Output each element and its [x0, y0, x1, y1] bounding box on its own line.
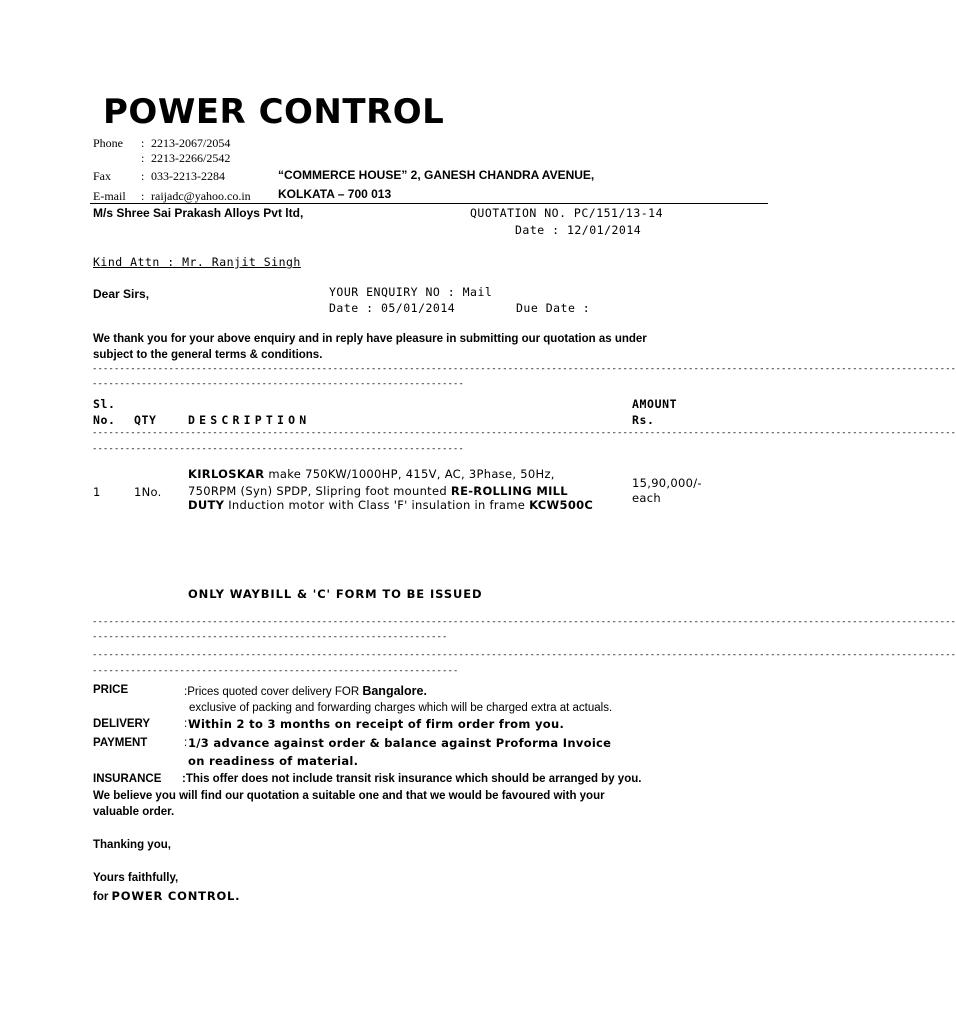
- intro-line-1: We thank you for your above enquiry and in reply have pleasure in submitting our quotation as under: [93, 333, 647, 345]
- separator-dashes: -----------------------------------------------------------------: [92, 632, 448, 642]
- col-qty-label: QTY: [134, 413, 157, 427]
- enquiry-date: Date : 05/01/2014: [329, 301, 456, 315]
- attention-line: Kind Attn : Mr. Ranjit Singh: [93, 255, 301, 269]
- thanks-line: Thanking you,: [93, 839, 171, 851]
- spec-text: make 750KW/1000HP, 415V, AC, 3Phase, 50Hz,: [264, 467, 555, 481]
- col-amount-label: AMOUNT: [632, 397, 678, 411]
- row-description-line-2: [188, 484, 568, 498]
- closing-line-1: We believe you will find our quotation a suitable one and that we would be favoured with your: [93, 790, 605, 802]
- recipient: M/s Shree Sai Prakash Alloys Pvt ltd,: [93, 206, 304, 220]
- signature-line: [93, 889, 240, 903]
- col-description-label: DESCRIPTION: [188, 413, 311, 427]
- closing-line-2: valuable order.: [93, 806, 175, 818]
- separator-dashes: --------------------------------------------------------------------------------------------------------------------------------------------------------------: [92, 364, 956, 374]
- company-name: POWER CONTROL: [103, 92, 445, 132]
- row-description-line-1: [188, 467, 555, 481]
- for-label: for: [93, 891, 112, 903]
- col-sl-label: Sl.: [93, 397, 116, 411]
- payment-text-2: on readiness of material.: [188, 754, 359, 768]
- separator-dashes: --------------------------------------------------------------------------------------------------------------------------------------------------------------: [92, 650, 956, 660]
- brand-name: KIRLOSKAR: [188, 467, 265, 481]
- email-label: E-mail: [93, 189, 126, 203]
- address-line-1: “COMMERCE HOUSE” 2, GANESH CHANDRA AVENUE,: [278, 168, 595, 182]
- insurance-text: :This offer does not include transit risk insurance which should be arranged by you.: [182, 773, 642, 785]
- separator-dashes: -------------------------------------------------------------------: [92, 666, 459, 676]
- quotation-number: QUOTATION NO. PC/151/13-14: [470, 206, 664, 220]
- intro-line-2: subject to the general terms & conditions.: [93, 349, 323, 361]
- row-amount: 15,90,000/-: [632, 476, 702, 490]
- phone-number-1: 2213-2067/2054: [151, 136, 231, 150]
- duty-text: DUTY: [188, 498, 225, 512]
- col-rs-label: Rs.: [632, 413, 655, 427]
- fax-number: 033-2213-2284: [151, 169, 225, 183]
- waybill-note: ONLY WAYBILL & 'C' FORM TO BE ISSUED: [188, 587, 483, 601]
- price-text-main: :Prices quoted cover delivery FOR: [184, 686, 363, 698]
- row-qty: 1No.: [134, 485, 162, 499]
- phone-sep: :: [141, 136, 145, 150]
- quotation-date: Date : 12/01/2014: [515, 223, 642, 237]
- delivery-colon: :: [184, 718, 188, 730]
- row-description-line-3: [188, 498, 593, 512]
- fax-label: Fax: [93, 169, 111, 183]
- payment-text: 1/3 advance against order & balance against Proforma Invoice: [188, 736, 612, 750]
- signature-company: POWER CONTROL.: [111, 889, 241, 903]
- col-no-label: No.: [93, 413, 116, 427]
- price-place: Bangalore.: [362, 684, 427, 698]
- letterhead-divider: [90, 203, 768, 204]
- spec-text: Induction motor with Class 'F' insulation in frame: [224, 498, 530, 512]
- phone-sep-2: :: [141, 151, 145, 165]
- row-sl: 1: [93, 485, 101, 499]
- price-label: PRICE: [93, 684, 129, 696]
- delivery-text: Within 2 to 3 months on receipt of firm order from you.: [188, 717, 565, 731]
- separator-dashes: --------------------------------------------------------------------: [92, 444, 464, 454]
- enquiry-number: YOUR ENQUIRY NO : Mail: [329, 285, 493, 299]
- separator-dashes: --------------------------------------------------------------------------------------------------------------------------------------------------------------: [92, 428, 956, 438]
- row-amount-each: each: [632, 491, 661, 505]
- payment-colon: :: [184, 737, 188, 749]
- greeting: Dear Sirs,: [93, 287, 150, 301]
- delivery-label: DELIVERY: [93, 718, 151, 730]
- spec-text: 750RPM (Syn) SPDP, Slipring foot mounted: [188, 484, 451, 498]
- address-line-2: KOLKATA – 700 013: [278, 187, 392, 201]
- phone-label: Phone: [93, 136, 123, 150]
- email-address: raijadc@yahoo.co.in: [151, 189, 251, 203]
- separator-dashes: --------------------------------------------------------------------: [92, 379, 464, 389]
- due-date: Due Date :: [516, 301, 591, 315]
- price-text: [184, 684, 427, 698]
- price-note: exclusive of packing and forwarding charges which will be charged extra at actuals.: [189, 702, 613, 714]
- frame-code: KCW500C: [529, 498, 594, 512]
- signoff-line: Yours faithfully,: [93, 872, 179, 884]
- email-sep: :: [141, 189, 145, 203]
- phone-number-2: 2213-2266/2542: [151, 151, 231, 165]
- duty-text: RE-ROLLING MILL: [450, 484, 568, 498]
- insurance-label: INSURANCE: [93, 773, 162, 785]
- fax-sep: :: [141, 169, 145, 183]
- payment-label: PAYMENT: [93, 737, 148, 749]
- separator-dashes: --------------------------------------------------------------------------------------------------------------------------------------------------------------: [92, 617, 956, 627]
